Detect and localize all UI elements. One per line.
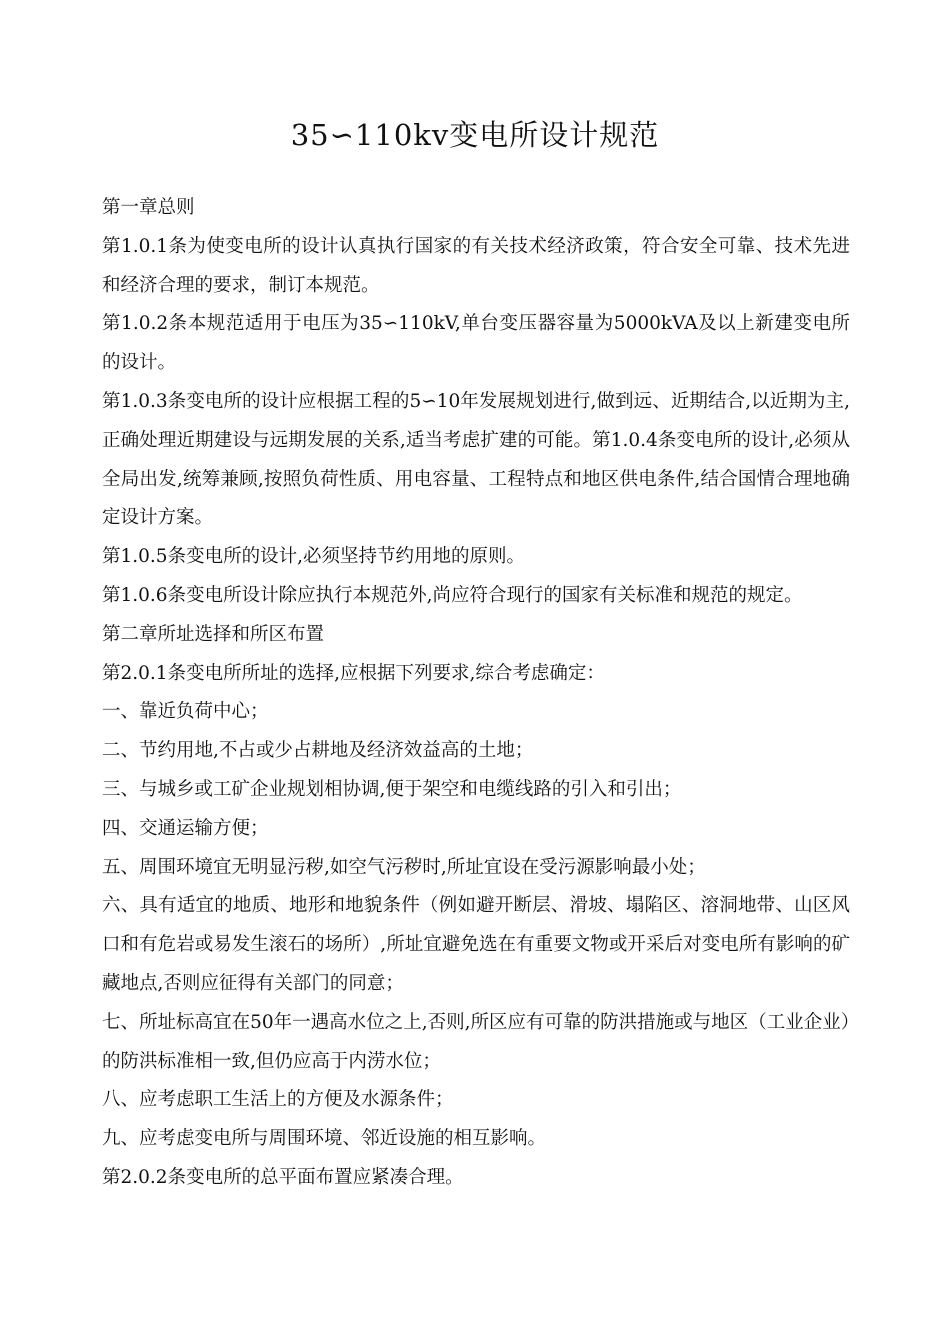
- document-body: [102, 189, 850, 1198]
- list-item: 五、周围环境宜无明显污秽,如空气污秽时,所址宜设在受污源影响最小处；: [102, 856, 706, 878]
- clause-paragraph: 第1.0.5条变电所的设计,必须坚持节约用地的原则。: [102, 546, 525, 568]
- clause-paragraph: 第1.0.1条为使变电所的设计认真执行国家的有关技术经济政策，符合安全可靠、技术先进和经济合理的要求，制订本规范。: [102, 235, 850, 296]
- clause-paragraph: 第1.0.3条变电所的设计应根据工程的5∽10年发展规划进行,做到远、近期结合,以近期为主,正确处理近期建设与远期发展的关系,适当考虑扩建的可能。第1.0.4条变电所的设计,必须从全局出发,统筹兼顾,按照负荷性质、用电容量、工程特点和地区供电条件,结合国情合理地确定设计方案。: [102, 390, 850, 529]
- list-item: 九、应考虑变电所与周围环境、邻近设施的相互影响。: [102, 1128, 547, 1150]
- clause-paragraph: 第1.0.6条变电所设计除应执行本规范外,尚应符合现行的国家有关标准和规范的规定。: [102, 584, 803, 606]
- list-item: 二、节约用地,不占或少占耕地及经济效益高的土地；: [102, 740, 534, 762]
- list-item: 八、应考虑职工生活上的方便及水源条件；: [102, 1089, 454, 1111]
- chapter-heading: 第二章所址选择和所区布置: [102, 623, 325, 645]
- list-item: 一、靠近负荷中心；: [102, 701, 269, 723]
- document-title: 35∽110kv变电所设计规范: [290, 118, 660, 152]
- list-item: 七、所址标高宜在50年一遇高水位之上,否则,所区应有可靠的防洪措施或与地区（工业企业）的防洪标准相一致,但仍应高于内涝水位；: [102, 1011, 850, 1072]
- list-item: 三、与城乡或工矿企业规划相协调,便于架空和电缆线路的引入和引出；: [102, 778, 682, 800]
- list-item: 四、交通运输方便；: [102, 817, 269, 839]
- chapter-heading: 第一章总则: [102, 197, 195, 218]
- clause-paragraph: 第1.0.2条本规范适用于电压为35∽110kV,单台变压器容量为5000kVA及以上新建变电所的设计。: [102, 313, 850, 374]
- clause-paragraph: 第2.0.1条变电所所址的选择,应根据下列要求,综合考虑确定：: [102, 662, 605, 684]
- clause-paragraph: 第2.0.2条变电所的总平面布置应紧凑合理。: [102, 1166, 464, 1188]
- list-item: 六、具有适宜的地质、地形和地貌条件（例如避开断层、滑坡、塌陷区、溶洞地带、山区风口和有危岩或易发生滚石的场所）,所址宜避免选在有重要文物或开采后对变电所有影响的矿藏地点,否则应征得有关部门的同意；: [102, 895, 850, 994]
